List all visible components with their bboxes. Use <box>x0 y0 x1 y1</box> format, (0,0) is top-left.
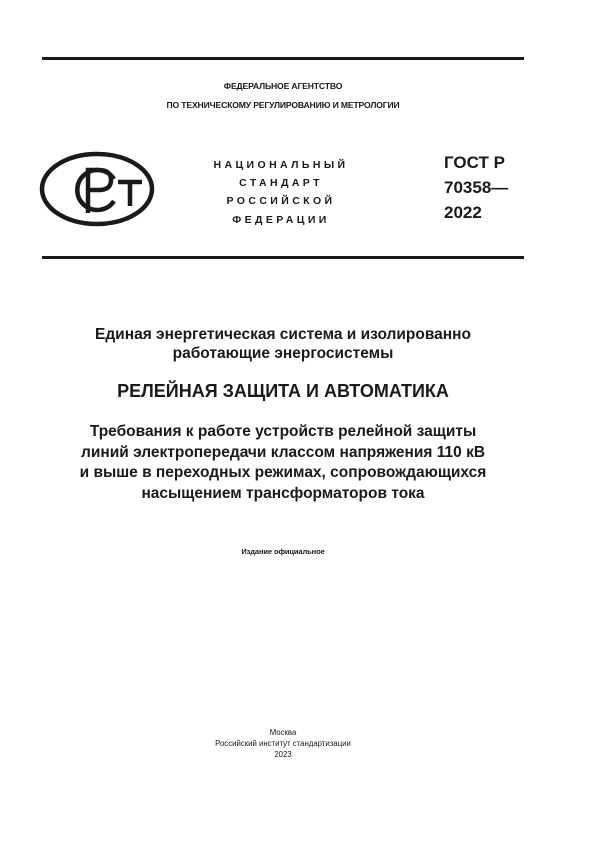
imprint-publisher: Российский институт стандартизации <box>215 739 351 748</box>
imprint-year: 2023 <box>274 750 292 759</box>
edition-note: Издание официальное <box>241 547 325 556</box>
subtitle-line: и выше в переходных режимах, сопровождающихся <box>79 464 487 481</box>
agency-name-line-1: ФЕДЕРАЛЬНОЕ АГЕНТСТВО <box>223 81 343 91</box>
system-title-line: работающие энергосистемы <box>172 345 394 362</box>
subtitle-line: насыщением трансформаторов тока <box>141 484 425 502</box>
designation-prefix: ГОСТ Р <box>444 153 505 172</box>
system-title-line: Единая энергетическая система и изолированно <box>95 326 471 343</box>
standard-designation <box>444 150 508 225</box>
subtitle <box>40 422 526 504</box>
standard-type-line: РОССИЙСКОЙ <box>226 195 336 208</box>
standard-type-line: СТАНДАРТ <box>239 177 323 190</box>
standard-type <box>196 156 366 229</box>
standard-type-line: НАЦИОНАЛЬНЫЙ <box>213 159 349 171</box>
imprint <box>42 727 524 760</box>
imprint-city: Москва <box>269 728 297 737</box>
main-title: РЕЛЕЙНАЯ ЗАЩИТА И АВТОМАТИКА <box>117 381 449 401</box>
system-title <box>42 325 524 363</box>
subtitle-line: линий электропередачи классом напряжения 110 кВ <box>80 443 486 461</box>
rst-mark-icon <box>38 150 160 228</box>
designation-number: 70358— <box>444 178 509 197</box>
designation-year: 2022 <box>444 203 482 222</box>
agency-name-line-2: ПО ТЕХНИЧЕСКОМУ РЕГУЛИРОВАНИЮ И МЕТРОЛОГИИ <box>166 100 400 110</box>
subtitle-line: Требования к работе устройств релейной защиты <box>89 423 477 440</box>
middle-rule <box>42 256 524 259</box>
top-rule <box>42 57 524 60</box>
standard-type-line: ФЕДЕРАЦИИ <box>232 213 330 226</box>
